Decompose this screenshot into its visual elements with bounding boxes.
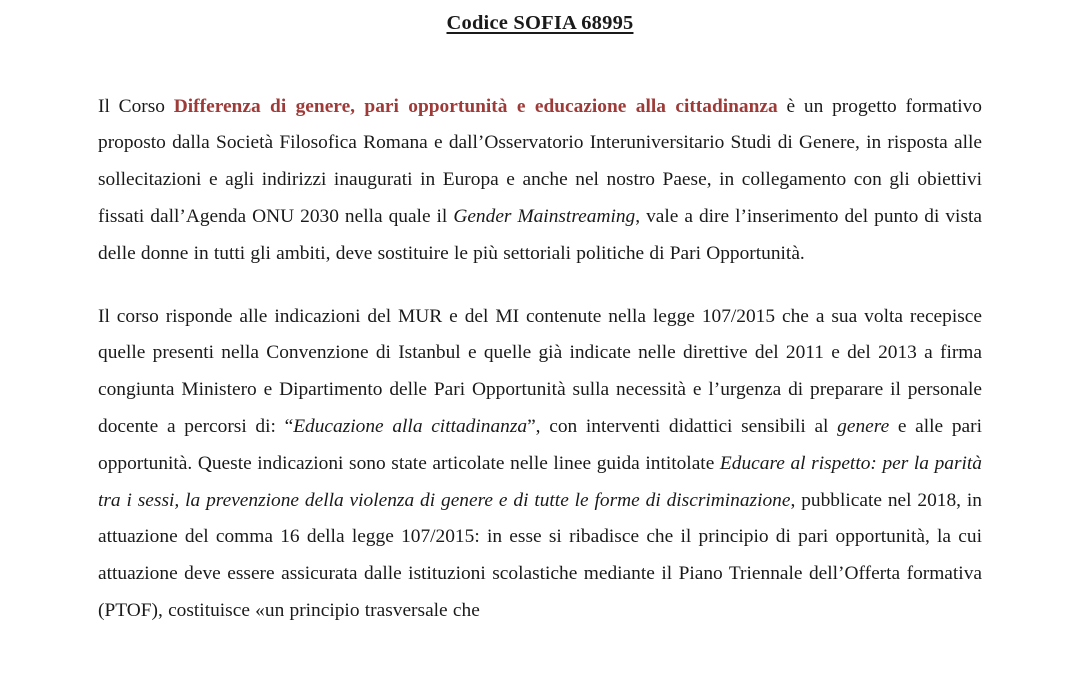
paragraph-2-italic-educazione-cittadinanza: Educazione alla cittadinanza — [293, 415, 528, 437]
page-title — [0, 11, 1080, 36]
paragraph-2-italic-genere: genere — [837, 415, 890, 437]
paragraph-2-segment-4: , pubblicate nel 2018, in attuazione del comma 16 della legge 107/2015: in esse si ribadisce che il principio di pari opportunità, la cui attuazione deve essere assicurata dalle istituzioni scolastiche mediante il Piano Triennale dell’Offerta formativa (PTOF), costituisce «un principio trasversale che — [98, 489, 982, 621]
paragraph-1 — [98, 89, 982, 273]
paragraph-1-italic-gender-mainstreaming: Gender Mainstreaming — [453, 205, 636, 227]
paragraph-2-segment-1: Il corso risponde alle indicazioni del MUR e del MI contenute nella legge 107/2015 che a sua volta recepisce quelle presenti nella Convenzione di Istanbul e quelle già indicate nelle direttive del 2011 e del 2013 a firma congiunta Ministero e Dipartimento delle Pari Opportunità sulla necessità e l’urgenza di preparare il personale docente a percorsi di: “ — [98, 305, 982, 437]
course-title-highlight: Differenza di genere, pari opportunità e educazione alla cittadinanza — [173, 95, 778, 117]
document-body — [98, 89, 982, 630]
paragraph-2-segment-3: e alle pari opportunità. Queste indicazioni sono state articolate nelle linee guida intitolate — [98, 415, 982, 474]
paragraph-2-segment-2: ”, con interventi didattici sensibili al — [527, 415, 838, 437]
page-title-text: Codice SOFIA 68995 — [446, 12, 634, 34]
paragraph-1-segment-3: , vale a dire l’inserimento del punto di vista delle donne in tutti gli ambiti, deve sostituire le più settoriali politiche di Pari Opportunità. — [98, 205, 982, 264]
paragraph-1-segment-1: Il Corso — [98, 95, 174, 117]
paragraph-2 — [98, 299, 982, 630]
paragraph-1-segment-2: è un progetto formativo proposto dalla Società Filosofica Romana e dall’Osservatorio Interuniversitario Studi di Genere, in risposta alle sollecitazioni e agli indirizzi inaugurati in Europa e anche nel nostro Paese, in collegamento con gli obiettivi fissati dall’Agenda ONU 2030 nella quale il — [98, 95, 982, 227]
paragraph-2-italic-linee-guida-title: Educare al rispetto: per la parità tra i sessi, la prevenzione della violenza di genere e di tutte le forme di discriminazione — [98, 452, 982, 511]
